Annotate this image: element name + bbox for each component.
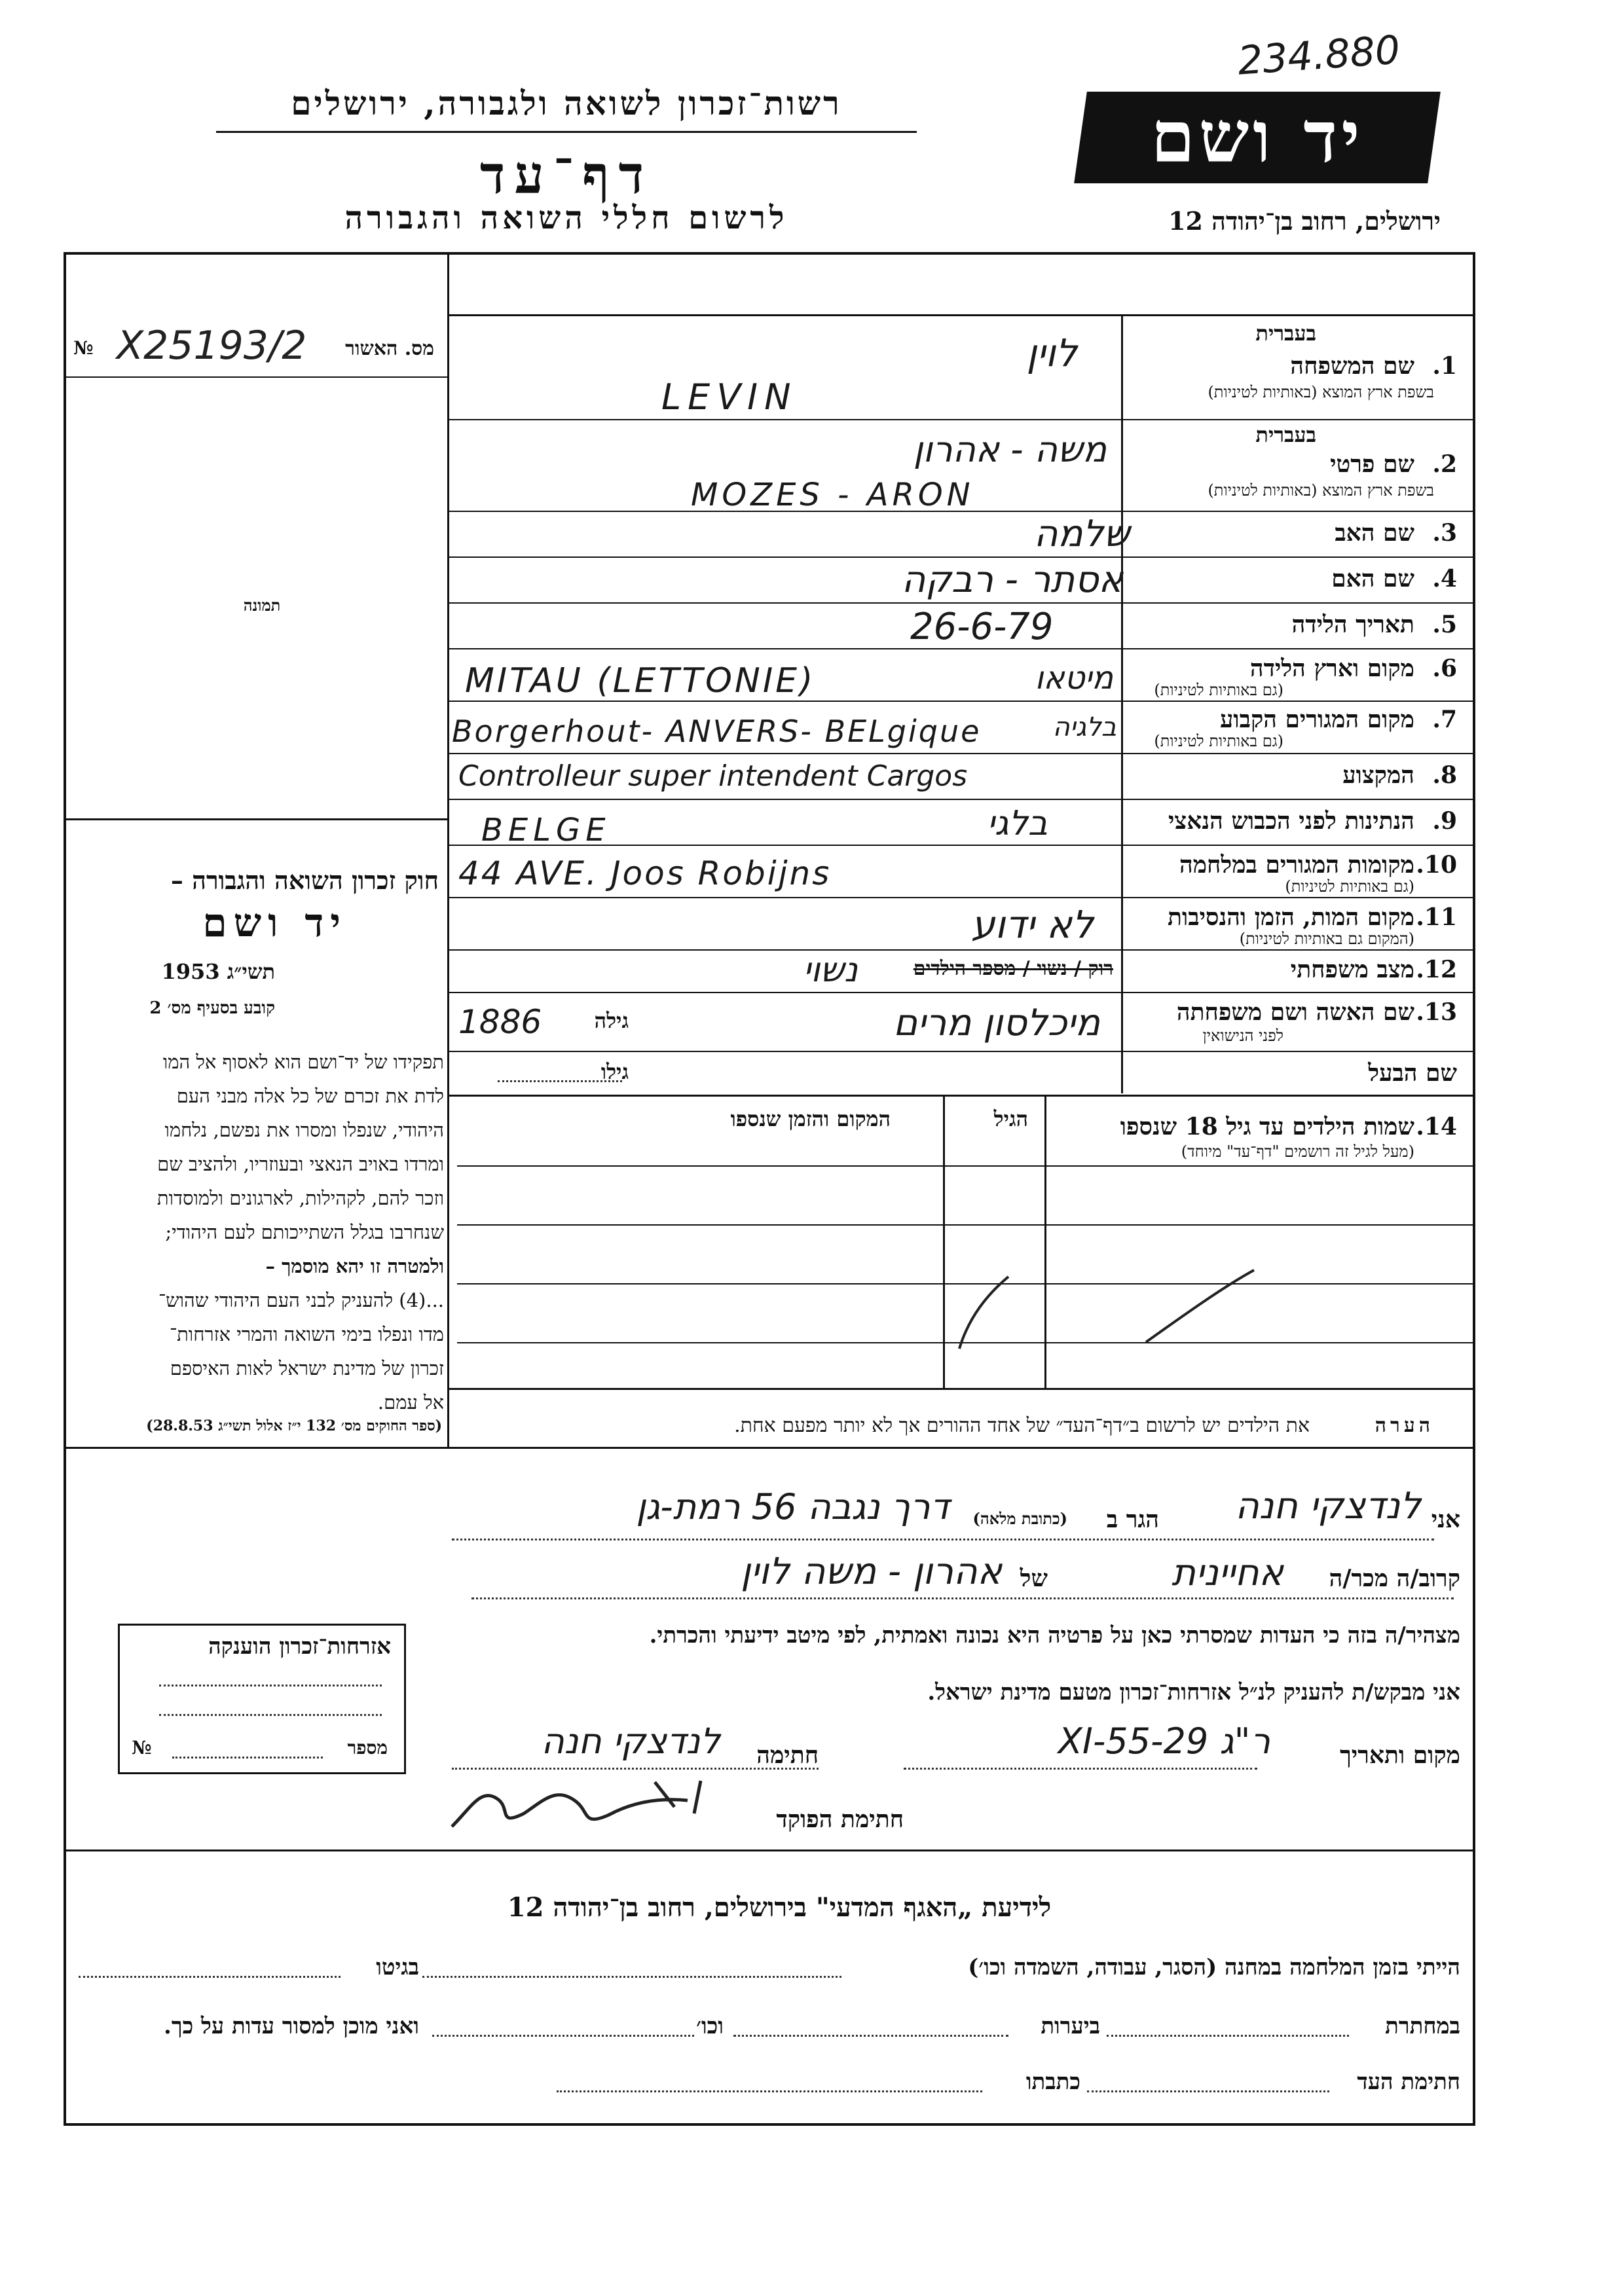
law-body-line: ומרדו באויב הנאצי ובעוזריו, ולהציב שם (157, 1153, 444, 1175)
f10-value: 44 AVE. Joos Robijns (458, 854, 832, 892)
f11-label: מקום המות, הזמן והנסיבות (1168, 903, 1414, 931)
note-label: הערה (1375, 1414, 1434, 1437)
decl-official-label: חתימת הפוקד (776, 1806, 904, 1833)
approval-no-prefix: № (73, 337, 94, 359)
f6-value: MITAU (LETTONIE) (465, 661, 816, 701)
f13-age-value: 1886 (458, 1003, 542, 1041)
law-body-line: ...(4) להעניק לבני העם היהודי שהוש־ (158, 1289, 444, 1311)
footer-row2-dots-b (733, 2035, 1008, 2037)
photo-placeholder-label: תמונה (243, 596, 281, 615)
f1-sub: בשפת ארץ המוצא (באותיות לטיניות) (1208, 383, 1434, 401)
decl-of-label: של (1020, 1565, 1048, 1592)
row-line-husband (447, 1095, 1475, 1097)
form-section-divider (65, 1447, 1475, 1449)
row-line-10 (447, 897, 1475, 898)
children-header-line (457, 1165, 1475, 1167)
f12-num: 12. (1416, 956, 1457, 983)
row-line-8 (447, 799, 1475, 800)
f4-label: שם האם (1331, 565, 1414, 592)
f13-age-label: גילה (594, 1008, 629, 1033)
yad-vashem-logo: יד ושם (1074, 92, 1441, 183)
f12-value: נשוי (803, 951, 858, 990)
f13-sub: לפני הנישואין (1202, 1027, 1283, 1045)
decl-statement: מצהיר/ה בזה כי העדות שמסרתי כאן על פרטיה היא נכונה ואמתית, לפי מיטב ידיעתי והכרתי. (649, 1622, 1460, 1649)
citizenship-no-prefix: № (132, 1737, 152, 1758)
husband-age-dots (498, 1080, 622, 1082)
law-body-line: היהודי, שנפלו ומסרו את נפשם, נלחמו (164, 1119, 444, 1141)
f11-value: לא ידוע (971, 902, 1094, 947)
decl-addr-value: דרך נגבה 56 רמת-גן (636, 1486, 950, 1527)
f6-sub: (גם באותיות לטיניות) (1154, 681, 1283, 699)
decl-relative-label: קרוב/ה מכר/ה (1329, 1565, 1460, 1592)
f11-sub: (המקום גם באותיות לטיניות) (1239, 930, 1414, 948)
approval-number: X25193/2 (117, 323, 307, 369)
footer-divider (65, 1850, 1475, 1851)
handwritten-archive-number: 234.880 (1236, 27, 1402, 84)
decl-i-value: לנדצקי חנה (1235, 1485, 1421, 1527)
approval-label: מס. האשור (345, 337, 434, 360)
footer-row1-ghetto: בגיטו (376, 1954, 419, 1980)
footer-row2-testimony: ואני מוכן למסור עדות על כך. (164, 2013, 419, 2039)
authority-name: רשות־זכרון לשואה ולגבורה, ירושלים (291, 84, 842, 122)
footer-title: לידיעת „האגף המדעי" בירושלים, רחוב בן־יהודה 12 (507, 1892, 1052, 1923)
decl-place-date-label: מקום ותאריך (1340, 1741, 1460, 1769)
law-body-line: ולמטרה זו יהא מוסמך – (265, 1255, 444, 1277)
row-line-3 (447, 556, 1475, 558)
f14-sub: (מעל לגיל זה רושמים "דף־עד" מיוחד) (1181, 1142, 1414, 1161)
f14-col-place: המקום והזמן שנספו (730, 1106, 891, 1131)
f2-hebrew-tag: בעברית (1255, 422, 1316, 447)
row-line-11 (447, 949, 1475, 951)
authority-underline (216, 131, 917, 133)
f6-num: 6. (1432, 655, 1457, 682)
f12-options: רוק / נשוי / מספר הילדים (913, 957, 1113, 980)
citizenship-box (118, 1624, 406, 1774)
f6-value-hebrew: מיטאו (1035, 660, 1113, 697)
row-line-12 (447, 992, 1475, 993)
children-row-line-3 (457, 1342, 1475, 1343)
husband-label: שם הבעל (1368, 1059, 1457, 1087)
row-line-4 (447, 602, 1475, 604)
sheet-subtitle: לרשום חללי השואה והגבורה (344, 200, 788, 236)
decl-request: אני מבקש/ת להעניק לנ״ל אזרחות־זכרון מטעם מדינת ישראל. (927, 1679, 1460, 1705)
footer-row2-etc: וכו׳ (696, 2013, 724, 2039)
sheet-title: דף־עד (479, 144, 654, 206)
f7-label: מקום המגורים הקבוע (1220, 706, 1414, 733)
law-body-line: שנחרבו בגלל השתייכותם לעם היהודי; (165, 1221, 444, 1243)
f8-value: Controlleur super intendent Cargos (458, 759, 968, 793)
f13-num: 13. (1416, 998, 1457, 1026)
citizenship-title: אזרחות־זכרון הוענקה (208, 1633, 391, 1660)
law-body-line: אל עמם. (377, 1391, 444, 1413)
f3-label: שם האב (1335, 519, 1414, 547)
f14-col-age: הגיל (993, 1106, 1028, 1131)
f4-num: 4. (1432, 565, 1457, 592)
footer-row3-signature: חתימת העד (1357, 2069, 1460, 2095)
f10-sub: (גם באותיות לטיניות) (1285, 877, 1414, 896)
law-title: חוק זכרון השואה והגבורה – (170, 866, 439, 895)
row-line-1 (447, 419, 1475, 420)
law-body-line: לדת את זכרם של כל אלה מבני העם (176, 1085, 444, 1107)
top-strip-line (447, 314, 1475, 316)
f12-label: מצב משפחתי (1290, 956, 1414, 983)
f7-value-hebrew: בלגיה (1052, 712, 1116, 742)
f1-num: 1. (1432, 352, 1457, 380)
f14-num: 14. (1416, 1113, 1457, 1140)
approval-number-row (71, 324, 441, 370)
children-bottom-line (447, 1388, 1475, 1390)
f7-sub: (גם באותיות לטיניות) (1154, 732, 1283, 750)
law-body-line: תפקידו של יד־ושם הוא לאסוף אל המו (162, 1051, 444, 1073)
labels-divider (1121, 314, 1123, 1093)
footer-row1-dots-a (422, 1976, 841, 1978)
footer-row2-underground: במחתרת (1385, 2013, 1460, 2039)
children-row-line-1 (457, 1224, 1475, 1226)
note-text: את הילדים יש לרשום ב״דף־העד״ של אחד ההורים אך לא יותר מפעם אחת. (734, 1414, 1310, 1437)
law-year: תשי״ג 1953 (161, 959, 275, 984)
decl-of-value: אהרון - משה לוין (741, 1550, 1002, 1593)
decl-resident-label: הגר ב (1106, 1506, 1159, 1533)
decl-addr-hint: (כתובת מלאה) (972, 1509, 1067, 1528)
f7-value: Borgerhout- ANVERS- BELgique (452, 714, 982, 749)
children-col-divider-1 (943, 1095, 945, 1389)
f13-label: שם האשה ושם משפחתה (1176, 998, 1414, 1026)
footer-row3-dots-a (1087, 2090, 1329, 2092)
law-body-line: וזכר להם, לקהילות, לארגונים ולמוסדות (157, 1187, 444, 1209)
f3-value: שלמה (1033, 513, 1130, 555)
f5-label: תאריך הלידה (1291, 611, 1414, 638)
f10-num: 10. (1416, 851, 1457, 879)
decl-relative-dots (471, 1597, 1454, 1599)
row-line-5 (447, 648, 1475, 649)
f2-label: שם פרטי (1330, 450, 1414, 478)
law-body-line: זכרון של מדינת ישראל לאות האיספם (170, 1357, 444, 1379)
decl-relative-value: אחיינית (1172, 1552, 1283, 1594)
f2-num: 2. (1432, 450, 1457, 478)
f2-value-latin: MOZES - ARON (691, 477, 974, 513)
photo-area-bottom (65, 818, 447, 820)
law-clause: קובע בסעיף מס׳ 2 (149, 998, 275, 1018)
f9-value-hebrew: בלגי (987, 804, 1048, 843)
footer-row3-address: כתבתו (1025, 2069, 1080, 2095)
footer-row1-dots-b (79, 1976, 341, 1978)
row-line-13 (447, 1051, 1475, 1052)
f8-label: המקצוע (1342, 761, 1414, 789)
f6-label: מקום וארץ הלידה (1249, 655, 1414, 682)
f9-num: 9. (1432, 807, 1457, 835)
f7-num: 7. (1432, 706, 1457, 733)
decl-signature-value: לנדצקי חנה (541, 1721, 720, 1762)
f9-value: BELGE (481, 812, 611, 848)
law-reference: (ספר החוקים מס׳ 132 י״ז אלול תשי״ג 28.8.53) (146, 1417, 442, 1434)
f10-label: מקומות המגורים במלחמה (1179, 851, 1414, 879)
f9-label: הנתינות לפני הכבוש הנאצי (1168, 807, 1414, 835)
footer-row2-dots-a (1107, 2035, 1349, 2037)
f5-value: 26-6-79 (910, 606, 1054, 648)
f14-label: שמות הילדים עד גיל 18 שנספו (1120, 1113, 1414, 1140)
citizenship-number-label: מספר (347, 1737, 388, 1758)
husband-age-label: גילו (600, 1059, 629, 1084)
footer-row2-forests: ביערות (1041, 2013, 1100, 2039)
f1-value-hebrew: לוין (1026, 331, 1077, 375)
institution-address: ירושלים, רחוב בן־יהודה 12 (1168, 206, 1441, 236)
f13-value: מיכלסון מרים (893, 1002, 1100, 1044)
f8-num: 8. (1432, 761, 1457, 789)
children-col-divider-2 (1044, 1095, 1046, 1389)
left-column-divider (447, 252, 449, 1447)
law-name: יד ושם (202, 900, 347, 946)
footer-row1-camp: הייתי בזמן המלחמה במחנה (הסגר, עבודה, השמדה וכו׳) (968, 1954, 1460, 1980)
f2-value-hebrew: משה - אהרון (913, 429, 1107, 470)
f1-hebrew-tag: בעברית (1255, 321, 1316, 346)
f1-value-latin: LEVIN (661, 376, 798, 418)
f4-value: אסתר - רבקה (901, 558, 1123, 601)
decl-place-date-value: ר"ג 29-XI-55 (1058, 1721, 1270, 1762)
row-line-6 (447, 701, 1475, 702)
footer-row2-dots-c (432, 2035, 694, 2037)
decl-place-date-dots (904, 1768, 1257, 1770)
f2-sub: בשפת ארץ המוצא (באותיות לטיניות) (1208, 481, 1434, 500)
decl-signature-label: חתימה (756, 1741, 819, 1769)
decl-i-label: אני (1431, 1506, 1460, 1533)
f1-label: שם המשפחה (1290, 352, 1414, 380)
f11-num: 11. (1416, 903, 1457, 931)
approval-underline (65, 376, 447, 378)
f3-num: 3. (1432, 519, 1457, 547)
f5-num: 5. (1432, 611, 1457, 638)
footer-row3-dots-b (557, 2090, 982, 2092)
law-body-line: מדו ונפלו בימי השואה והמרי אזרחות־ (169, 1323, 444, 1345)
row-line-7 (447, 753, 1475, 754)
children-row-line-2 (457, 1283, 1475, 1285)
decl-addr-dots (452, 1539, 1434, 1540)
decl-signature-dots (452, 1768, 819, 1770)
